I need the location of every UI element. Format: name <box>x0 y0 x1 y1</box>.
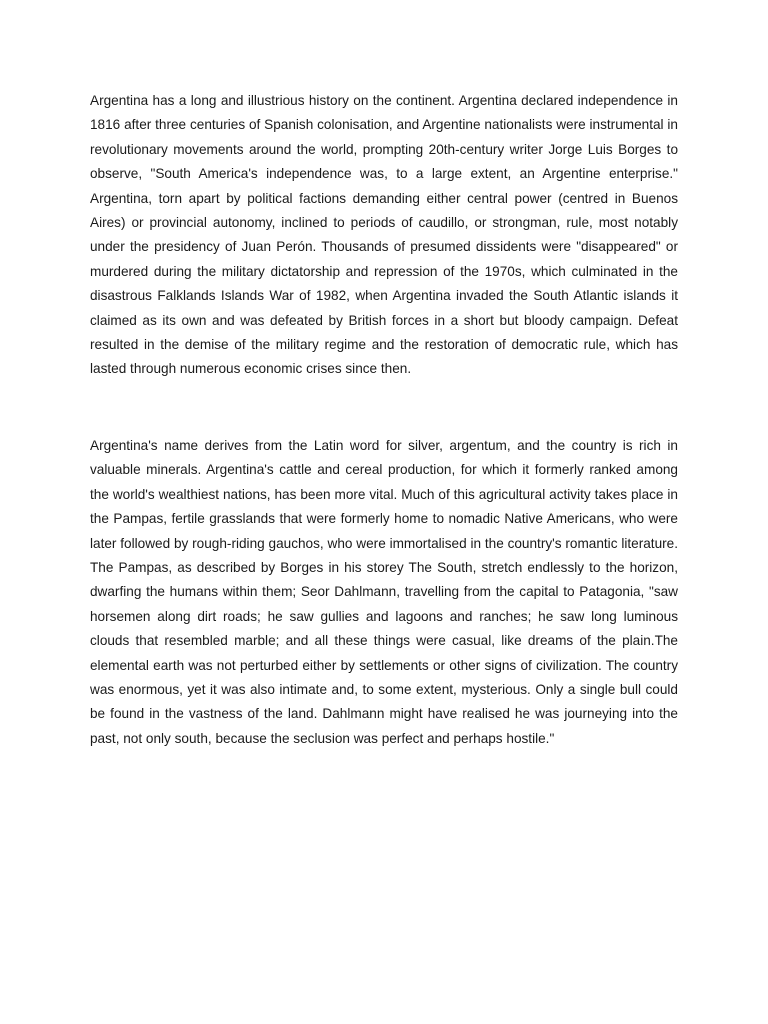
paragraph-argentina-pampas: Argentina's name derives from the Latin word for silver, argentum, and the country is rich in valuable minerals. Argentina's cattle and cereal production, for which it formerly ranked among the world's wealthiest nations, has been more vital. Much of this agricultural activity takes place in the Pampas, fertile grasslands that were formerly home to nomadic Native Americans, who were later followed by rough-riding gauchos, who were immortalised in the country's romantic literature. The Pampas, as described by Borges in his storey The South, stretch endlessly to the horizon, dwarfing the humans within them; Seor Dahlmann, travelling from the capital to Patagonia, "saw horsemen along dirt roads; he saw gullies and lagoons and ranches; he saw long luminous clouds that resembled marble; and all these things were casual, like dreams of the plain.The elemental earth was not perturbed either by settlements or other signs of civilization. The country was enormous, yet it was also intimate and, to some extent, mysterious. Only a single bull could be found in the vastness of the land. Dahlmann might have realised he was journeying into the past, not only south, because the seclusion was perfect and perhaps hostile." <box>90 438 678 746</box>
paragraph-argentina-history: Argentina has a long and illustrious history on the continent. Argentina declared independence in 1816 after three centuries of Spanish colonisation, and Argentine nationalists were instrumental in revolutionary movements around the world, prompting 20th-century writer Jorge Luis Borges to observe, "South America's independence was, to a large extent, an Argentine enterprise." Argentina, torn apart by political factions demanding either central power (centred in Buenos Aires) or provincial autonomy, inclined to periods of caudillo, or strongman, rule, most notably under the presidency of Juan Perón. Thousands of presumed dissidents were "disappeared" or murdered during the military dictatorship and repression of the 1970s, which culminated in the disastrous Falklands Islands War of 1982, when Argentina invaded the South Atlantic islands it claimed as its own and was defeated by British forces in a short but bloody campaign. Defeat resulted in the demise of the military regime and the restoration of democratic rule, which has lasted through numerous economic crises since then. <box>90 93 678 377</box>
